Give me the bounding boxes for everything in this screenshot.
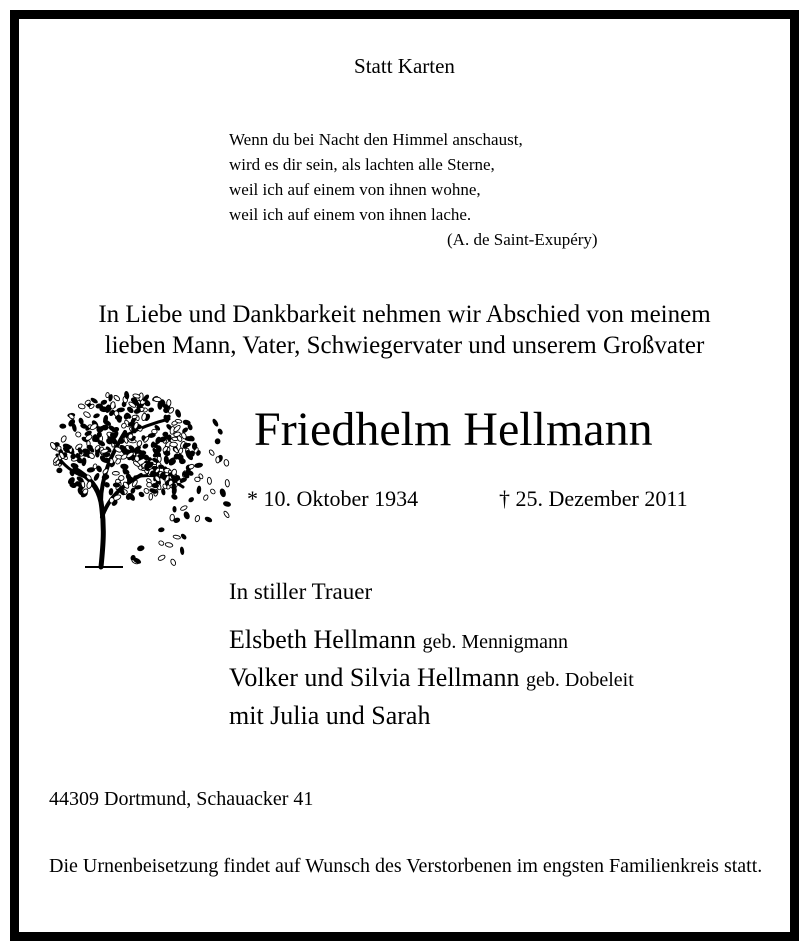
- death-date: † 25. Dezember 2011: [499, 486, 688, 511]
- poem-line: Wenn du bei Nacht den Himmel anschaust,: [229, 130, 523, 149]
- poem-attribution: (A. de Saint-Exupéry): [447, 230, 598, 249]
- mourners-list: [229, 622, 634, 734]
- notice-header: Statt Karten: [354, 54, 455, 78]
- obituary-notice: [10, 10, 799, 941]
- address: 44309 Dortmund, Schauacker 41: [49, 788, 314, 810]
- poem-line: wird es dir sein, als lachten alle Sterne,: [229, 155, 495, 174]
- mourner-line: [229, 622, 634, 660]
- closing-note: Die Urnenbeisetzung findet auf Wunsch des Verstorbenen im engsten Familienkreis statt.: [49, 855, 763, 877]
- mourner-name: Volker und Silvia Hellmann: [229, 663, 520, 692]
- birth-date: * 10. Oktober 1934: [247, 486, 419, 511]
- deceased-name: Friedhelm Hellmann: [254, 403, 653, 456]
- poem-line: weil ich auf einem von ihnen wohne,: [229, 180, 481, 199]
- intro-text: [19, 299, 790, 361]
- mourning-label: In stiller Trauer: [229, 579, 373, 604]
- mourner-line: [229, 660, 634, 698]
- poem: [229, 127, 598, 252]
- mourner-line: [229, 698, 634, 734]
- mourner-note: geb. Dobeleit: [526, 669, 634, 691]
- intro-line: In Liebe und Dankbarkeit nehmen wir Abschied von meinem: [98, 301, 711, 328]
- mourner-note: geb. Mennigmann: [422, 631, 569, 653]
- mourner-name: Elsbeth Hellmann: [229, 625, 417, 654]
- intro-line: lieben Mann, Vater, Schwiegervater und unserem Großvater: [104, 332, 705, 359]
- mourner-name: mit Julia und Sarah: [229, 701, 431, 730]
- tree-with-falling-leaves-icon: [45, 377, 235, 572]
- poem-line: weil ich auf einem von ihnen lache.: [229, 205, 472, 224]
